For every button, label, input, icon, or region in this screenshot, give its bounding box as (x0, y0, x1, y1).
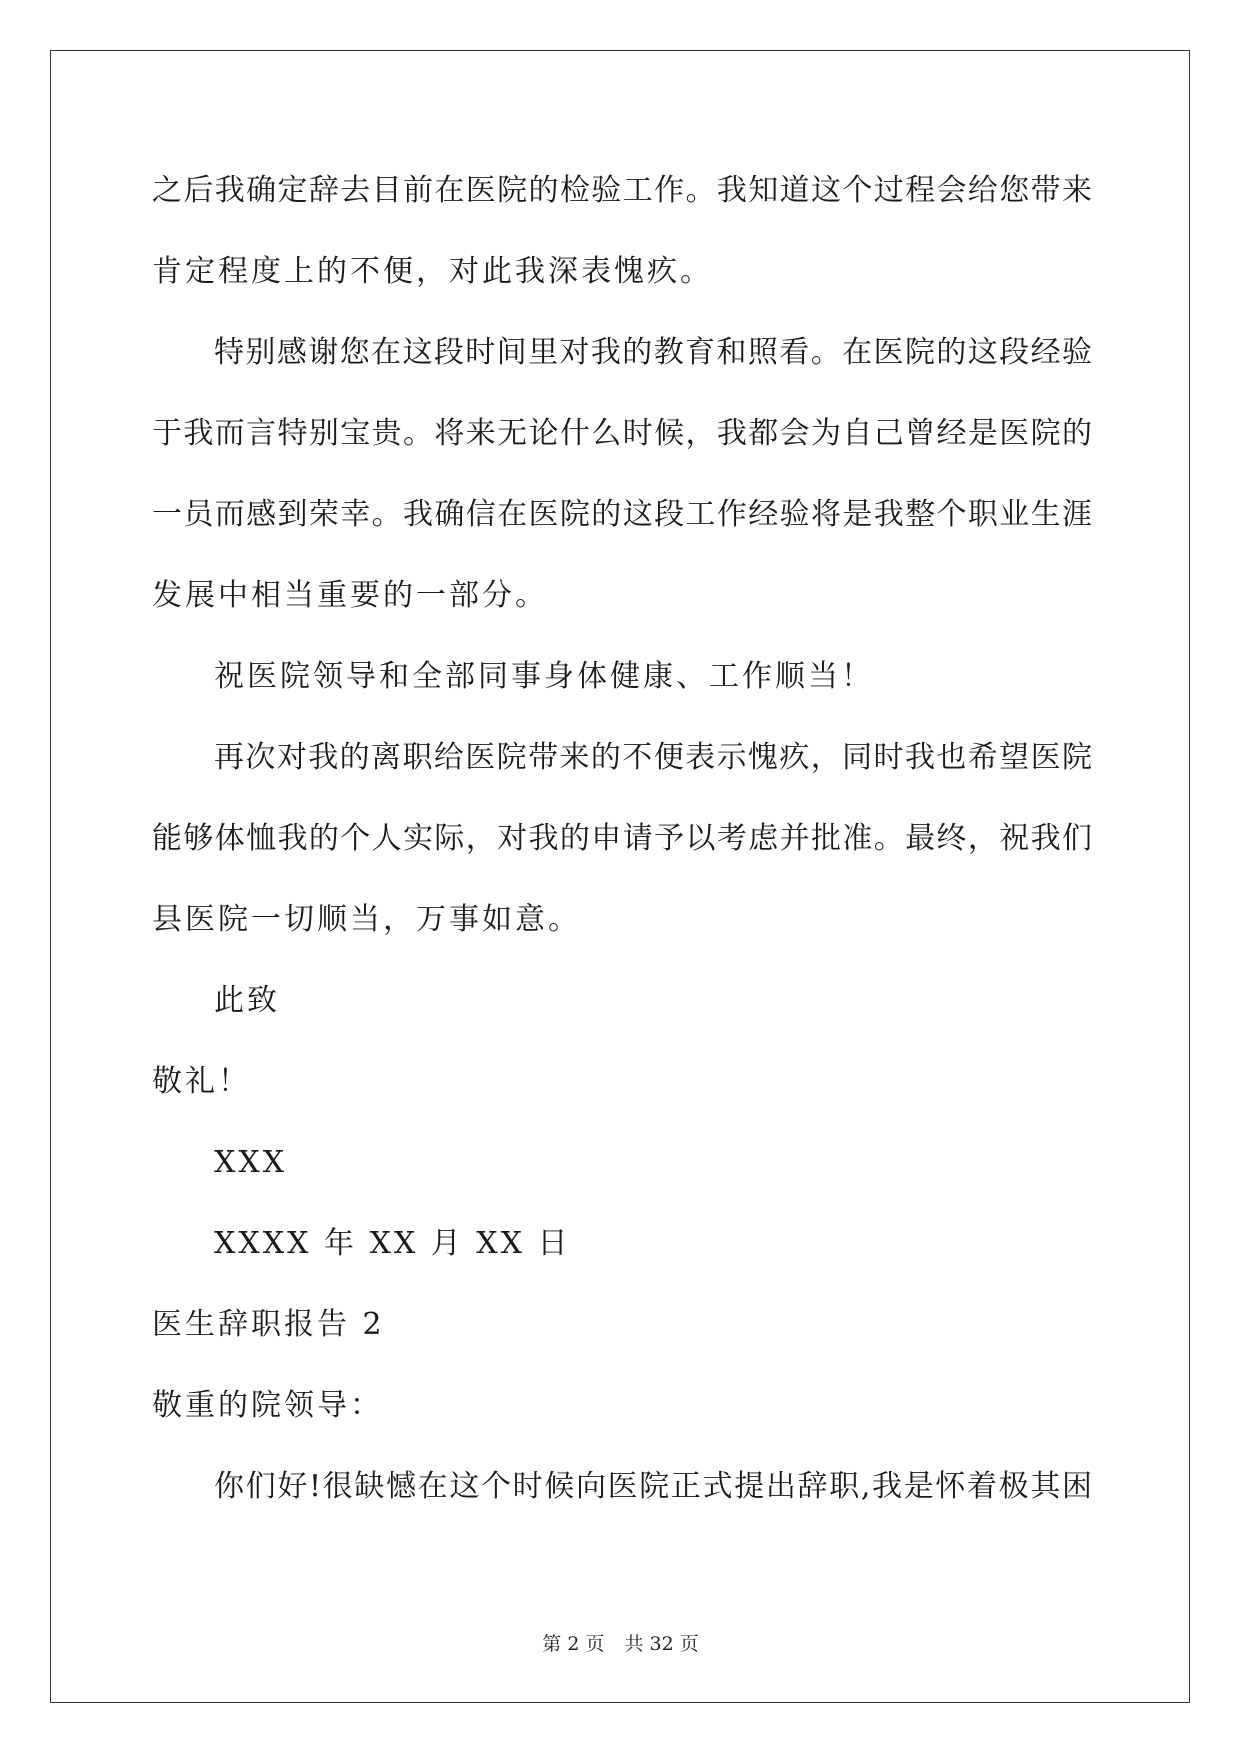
document-body (152, 158, 1092, 1535)
text-line: 特别感谢您在这段时间里对我的教育和照看。在医院的这段经验 (214, 335, 1092, 370)
page-total: 共 32 页 (624, 1633, 699, 1655)
section-title: 医生辞职报告 2 (152, 1307, 385, 1342)
page-footer (0, 1629, 1241, 1656)
salutation-line: 敬礼！ (152, 1064, 251, 1099)
text-line: 祝医院领导和全部同事身体健康、工作顺当！ (214, 659, 874, 694)
text-line: 再次对我的离职给医院带来的不便表示愧疚，同时我也希望医院 (214, 740, 1092, 775)
text-line: 能够体恤我的个人实际，对我的申请予以考虑并批准。最终，祝我们 (152, 821, 1092, 856)
text-line: 发展中相当重要的一部分。 (152, 578, 548, 613)
signature-name: XXX (214, 1145, 288, 1180)
signature-date: XXXX 年 XX 月 XX 日 (214, 1226, 571, 1261)
salutation-line: 此致 (214, 983, 280, 1018)
text-line: 肯定程度上的不便，对此我深表愧疚。 (152, 254, 713, 289)
text-line: 于我而言特别宝贵。将来无论什么时候，我都会为自己曾经是医院的 (152, 416, 1092, 451)
text-line: 县医院一切顺当，万事如意。 (152, 902, 581, 937)
text-line: 你们好!很缺憾在这个时候向医院正式提出辞职,我是怀着极其困 (214, 1469, 1092, 1504)
text-line: 一员而感到荣幸。我确信在医院的这段工作经验将是我整个职业生涯 (152, 497, 1092, 532)
greeting-line: 敬重的院领导： (152, 1388, 383, 1423)
page-number: 第 2 页 (542, 1633, 605, 1655)
text-line: 之后我确定辞去目前在医院的检验工作。我知道这个过程会给您带来 (152, 173, 1092, 208)
